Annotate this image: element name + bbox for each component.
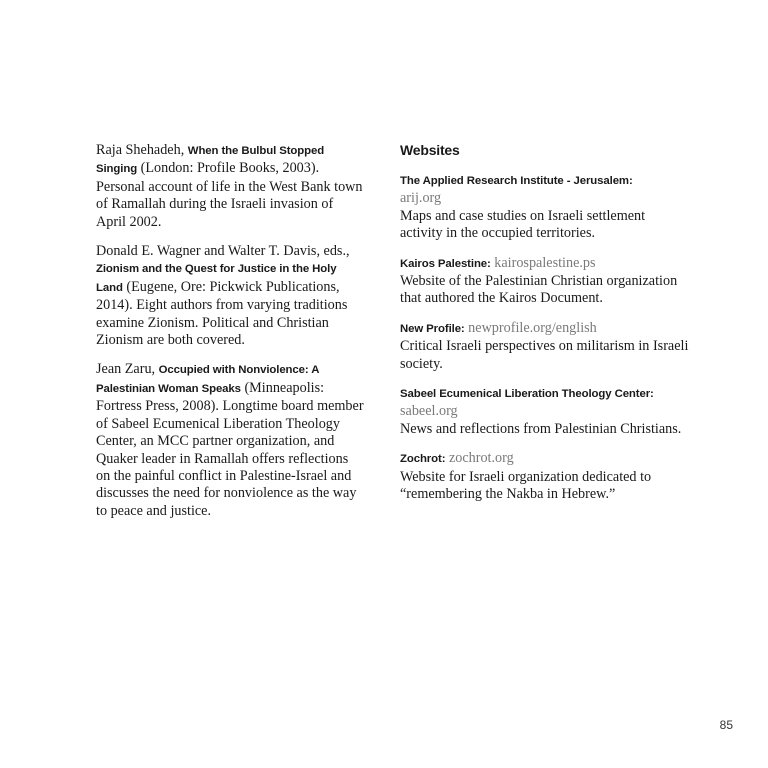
website-description: Maps and case studies on Israeli settlement activity in the occupied territories.	[400, 207, 646, 242]
book-title: When the Bulbul Stopped Singing	[96, 145, 325, 176]
websites-section	[400, 142, 690, 516]
website-entry	[400, 385, 690, 438]
website-url[interactable]: newprofile.org/english	[468, 319, 597, 336]
website-description: Critical Israeli perspectives on militarism in Israeli society.	[400, 338, 689, 372]
book-entry	[96, 361, 364, 520]
website-entry	[400, 255, 690, 308]
website-description: Website of the Palestinian Christian organization that authored the Kairos Document.	[400, 273, 678, 307]
website-name: Kairos Palestine:	[400, 257, 491, 270]
website-name: Zochrot:	[400, 453, 446, 466]
book-entry	[96, 243, 364, 349]
website-name: Sabeel Ecumenical Liberation Theology Center:	[400, 388, 654, 401]
website-description: News and reflections from Palestinian Christians.	[400, 420, 682, 437]
website-entry	[400, 320, 690, 373]
website-entry	[400, 450, 690, 503]
book-entry	[96, 142, 364, 231]
book-title: Occupied with Nonviolence: A Palestinian Woman Speaks	[96, 364, 319, 395]
website-url[interactable]: arij.org	[400, 190, 442, 207]
website-url[interactable]: sabeel.org	[400, 403, 458, 420]
websites-heading: Websites	[400, 142, 460, 158]
book-author: Donald E. Wagner and Walter T. Davis, eds.,	[96, 243, 350, 260]
book-author: Raja Shehadeh,	[96, 142, 188, 158]
website-url[interactable]: zochrot.org	[448, 450, 514, 467]
website-description: Website for Israeli organization dedicated to “remembering the Nakba in Hebrew.”	[400, 468, 652, 503]
book-title: Zionism and the Quest for Justice in the Holy Land	[96, 263, 337, 294]
page-number: 85	[719, 718, 733, 732]
website-name: New Profile:	[400, 322, 465, 335]
website-entry	[400, 172, 690, 243]
website-url[interactable]: kairospalestine.ps	[494, 254, 596, 271]
book-author: Jean Zaru,	[96, 361, 159, 378]
book-description: (Minneapolis: Fortress Press, 2008). Longtime board member of Sabeel Ecumenical Liberation Theology Center, an MCC partner organization, and Quaker leader in Ramallah offers reflections on the painful conflict in Palestine-Israel and discusses the need for nonviolence as the way to peace and justice.	[96, 379, 364, 519]
book-description: (London: Profile Books, 2003). Personal account of life in the West Bank town of Ramallah during the Israeli invasion of April 2002.	[96, 160, 363, 230]
book-description: (Eugene, Ore: Pickwick Publications, 2014). Eight authors from varying traditions examine Zionism. Political and Christian Zionism are both covered.	[96, 278, 348, 349]
website-name: The Applied Research Institute - Jerusalem:	[400, 175, 633, 187]
book-list	[96, 142, 364, 532]
